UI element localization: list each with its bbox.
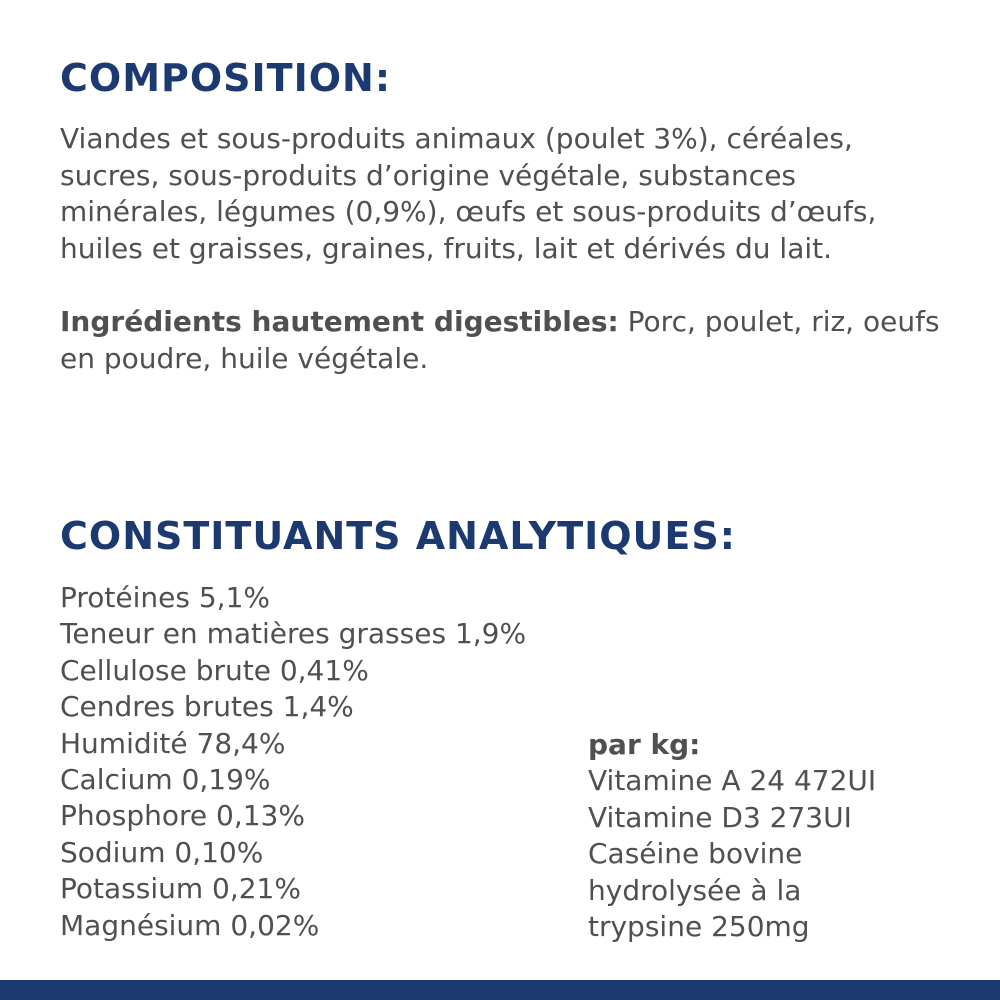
list-item: Vitamine A 24 472UI — [588, 764, 877, 798]
list-item: Teneur en matières grasses 1,9% — [60, 617, 527, 651]
analytical-constituents-heading: CONSTITUANTS ANALYTIQUES: — [60, 514, 736, 558]
analytical-constituents-list — [60, 580, 526, 944]
digestible-ingredients — [60, 304, 940, 377]
list-item: Caséine bovine — [588, 837, 803, 871]
list-item: hydrolysée à la — [588, 873, 802, 907]
list-item: Cendres brutes 1,4% — [60, 690, 354, 724]
bottom-bar — [0, 980, 1000, 1000]
digestible-label: Ingrédients hautement digestibles: — [60, 305, 619, 338]
list-item: Protéines 5,1% — [60, 581, 270, 614]
composition-heading: COMPOSITION: — [60, 56, 392, 100]
list-item: trypsine 250mg — [588, 910, 810, 944]
list-item: Calcium 0,19% — [60, 763, 271, 797]
list-item: Potassium 0,21% — [60, 872, 301, 906]
list-item: Vitamine D3 273UI — [588, 800, 852, 834]
per-kg-title: par kg: — [588, 728, 701, 761]
list-item: Phosphore 0,13% — [60, 799, 305, 833]
list-item: Humidité 78,4% — [60, 726, 286, 760]
list-item: Cellulose brute 0,41% — [60, 653, 369, 687]
list-item: Sodium 0,10% — [60, 835, 264, 869]
list-item: Magnésium 0,02% — [60, 908, 320, 942]
digestible-text: Porc, poulet, riz, oeufs en poudre, huile végétale. — [60, 305, 940, 375]
per-kg-list — [588, 727, 876, 945]
composition-text: Viandes et sous-produits animaux (poulet 3%), céréales, sucres, sous-produits d’origine végétale, substances minérales, légumes (0,9%), œufs et sous-produits d’œufs, huiles et graisses, graines, fruits, lait et dérivés du lait. — [60, 122, 877, 265]
